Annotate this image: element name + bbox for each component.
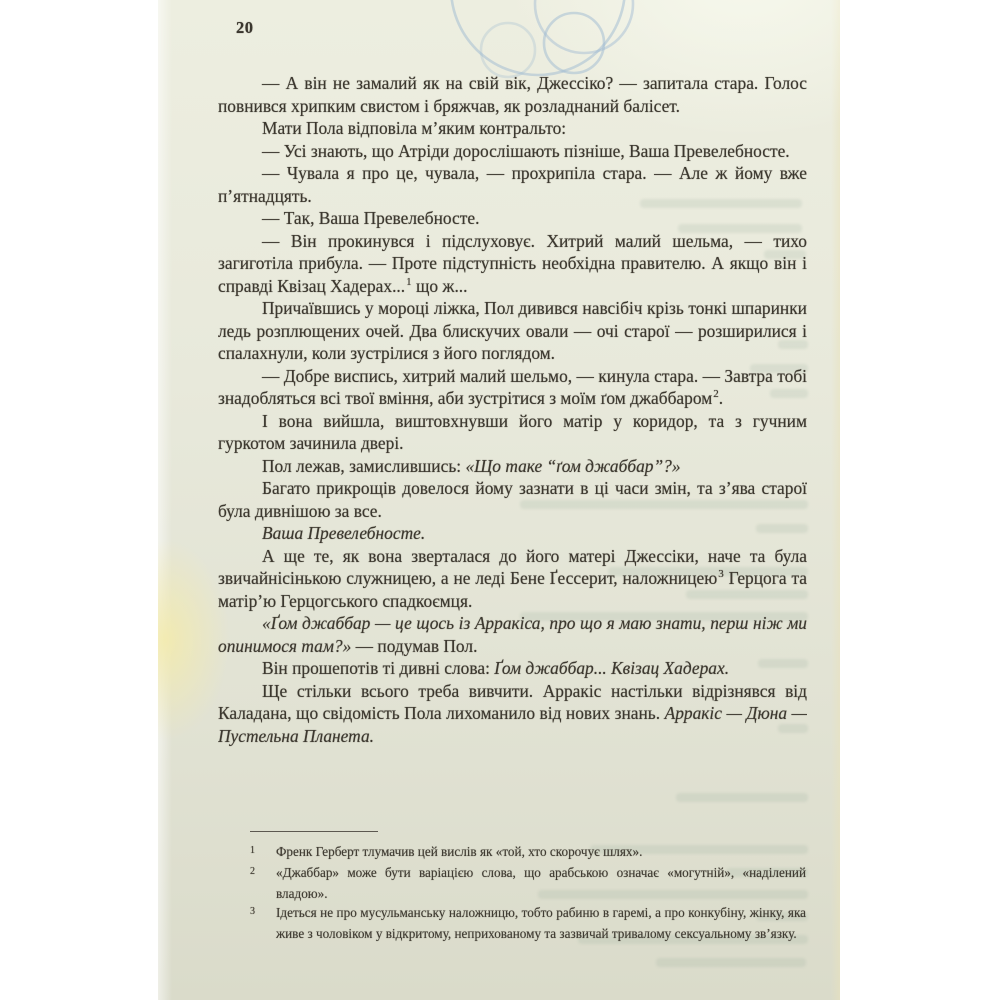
paragraph: Багато прикрощів довелося йому зазнати в ці часи змін, та з’ява старої була дивнішою за все. [218, 478, 807, 521]
paragraph: Ще стільки всього треба вивчити. Арракіс настільки відрізнявся від Каладана, що свідомість Пола лихоманило від нових знань. Арракіс — Дюна — Пустельна Планета. [218, 680, 807, 746]
paragraph: — Добре виспись, хитрий малий шельмо, — кинула стара. — Завтра тобі знадобляться всі твої вміння, аби зустрітися з моїм ґом джаббаром$^2$. [218, 365, 807, 408]
paragraph: — Він прокинувся і підслуховує. Хитрий малий шельма, — тихо загиготіла прибула. — Проте підступність необхідна правителю. А якщо він і справді Квізац Хадерах...$^1$ що ж... [218, 230, 807, 296]
footnote-ref: 3 [718, 568, 724, 581]
footnote-ref: 2 [713, 388, 719, 401]
body-text [218, 72, 807, 747]
footnote: 2 «Джаббар» може бути варіацією слова, що арабською означає «могутній», «наділений владою». [250, 863, 806, 903]
paragraph: — Чувала я про це, чувала, — прохрипіла стара. — Але ж йому вже п’ятнадцять. [218, 163, 807, 206]
bleed-through-text [656, 958, 806, 967]
footnote-number: 2 [250, 866, 255, 877]
footnote-separator [250, 831, 378, 832]
paragraph: Ваша Превелебносте. [262, 523, 426, 543]
paragraph: Пол лежав, замислившись: «Що таке “ґом джаббар”?» [262, 455, 681, 476]
paragraph: Він прошепотів ті дивні слова: Ґом джаббар... Квізац Хадерах. [262, 658, 730, 678]
page-number: 20 [236, 18, 254, 37]
paragraph: «Ґом джаббар — це щось із Арракіса, про що я маю знати, перш ніж ми опинимося там?» — подумав Пол. [218, 613, 807, 656]
paragraph: Мати Пола відповіла м’яким контральто: [262, 118, 567, 138]
footnote: 1 Френк Герберт тлумачив цей вислів як «той, хто скорочує шлях». [250, 842, 806, 863]
footnote-ref: 1 [406, 275, 412, 288]
footnote: 3 Ідеться не про мусульманську наложницю, тобто рабиню в гаремі, а про конкубіну, жінку, яка живе з чоловіком у відкритому, неприхованому та зазвичай тривалому сексуальному зв’язку. [250, 903, 806, 943]
bleed-through-text [676, 793, 808, 802]
paragraph: — А він не замалий як на свій вік, Джессіко? — запитала стара. Голос повнився хрипким свистом і бряжчав, як розладнаний балісет. [218, 73, 807, 116]
paragraph: І вона вийшла, виштовхнувши його матір у коридор, та з гучним гуркотом зачинила двері. [218, 410, 807, 453]
footnote-number: 1 [250, 845, 255, 856]
footnotes [250, 842, 806, 943]
paragraph: — Усі знають, що Атріди дорослішають пізніше, Ваша Превелебносте. [262, 140, 790, 161]
footnote-number: 3 [250, 906, 255, 917]
paragraph: Причаївшись у мороці ліжка, Пол дивився навсібіч крізь тонкі шпаринки ледь розплющених очей. Два блискучих овали — очі старої — розширилися і спалахнули, коли зустрілися з його поглядом. [218, 298, 807, 363]
page-photo [158, 0, 840, 1000]
paragraph: А ще те, як вона зверталася до його матері Джессіки, наче та була звичайнісінькою служницею, а не леді Бене Ґессерит, наложницею$^3$ Герцога та матір’ю Герцогського спадкоємця. [218, 545, 807, 611]
paragraph: — Так, Ваша Превелебносте. [262, 208, 480, 228]
